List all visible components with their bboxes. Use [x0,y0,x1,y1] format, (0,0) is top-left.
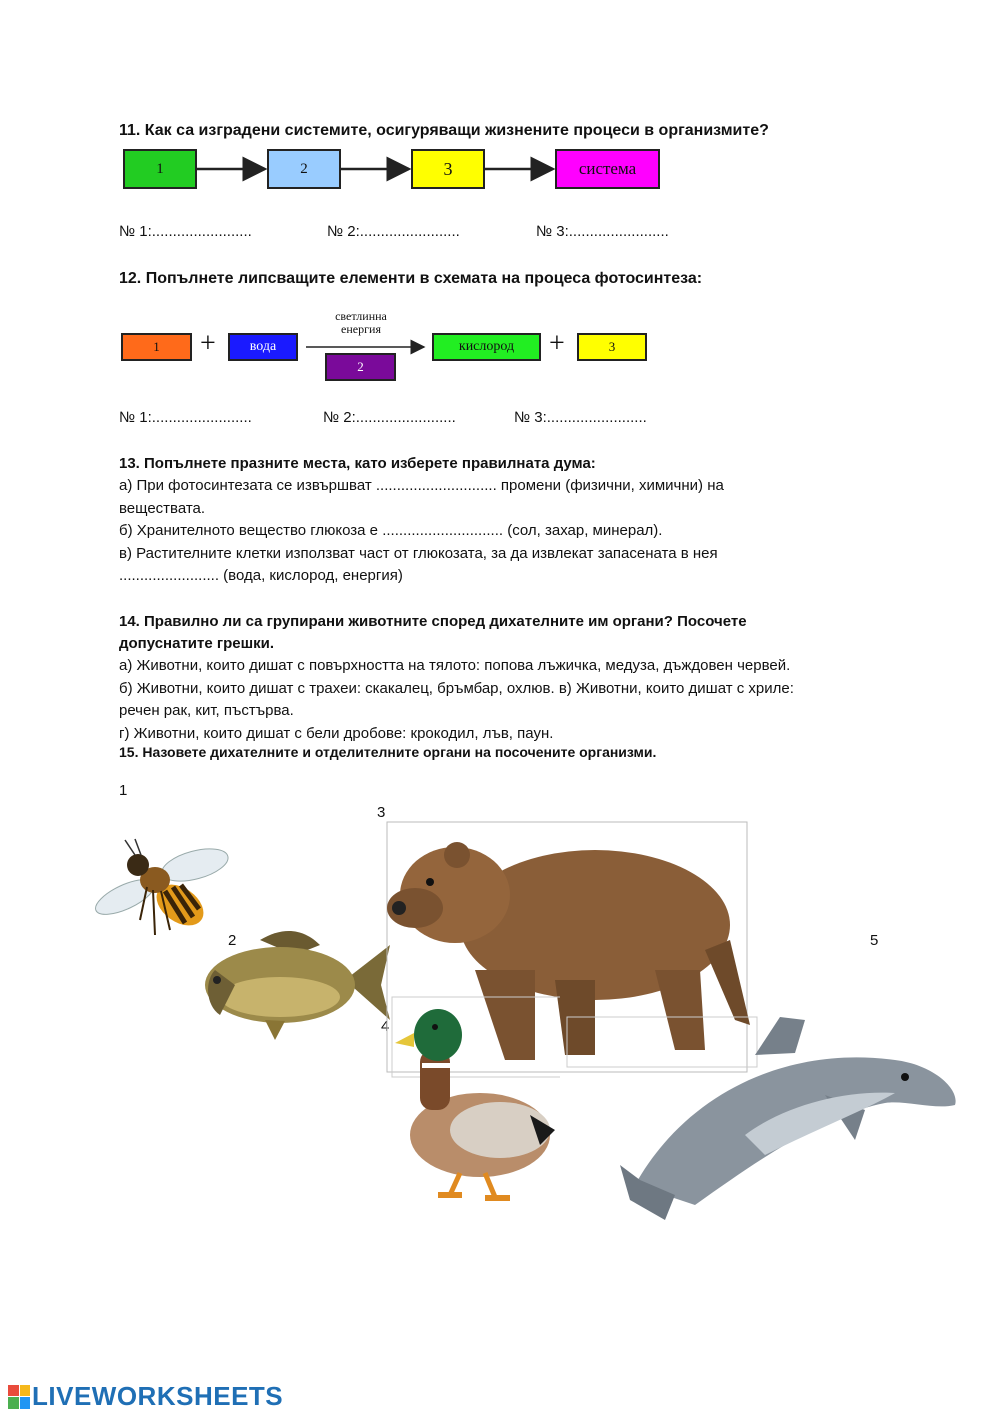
animal-label-4: 4 [381,1018,390,1035]
q11-box-2-label: 2 [300,160,308,177]
q12-box-1 [121,333,192,361]
q12-answer-1[interactable]: № 1:........................ [119,409,252,426]
animal-label-1: 1 [119,782,128,799]
footer-logo [8,1381,283,1412]
q11-answer-3[interactable]: № 3:........................ [536,223,669,240]
q11-box-1-label: 1 [156,160,164,177]
logo-icon [8,1385,30,1409]
q12-box-2 [325,353,396,381]
q12-plus-2: + [549,328,565,359]
q13-body [119,475,899,588]
duck-image [390,995,560,1205]
q12-arrow-label-line2: енергия [341,322,381,336]
q11-box-3-label: 3 [443,158,453,179]
q12-arrow-label [306,310,416,336]
animal-label-5: 5 [870,932,879,949]
q12-title: 12. Попълнете липсващите елементи в схемата на процеса фотосинтеза: [119,270,703,287]
dolphin-image [565,1015,965,1220]
q11-answer-1[interactable]: № 1:........................ [119,223,252,240]
q12-answer-2[interactable]: № 2:........................ [323,409,456,426]
q13-line-c: в) Растителните клетки използват част от глюкозата, за да извлекат запасената в нея [119,544,718,562]
q12-box-water-label: вода [249,339,277,354]
animal-label-3: 3 [377,804,386,821]
q12-box-oxygen-label: кислород [458,339,515,354]
q14-line-b: б) Животни, които дишат с трахеи: скакалец, бръмбар, охлюв. в) Животни, които дишат с хриле: [119,679,794,697]
fish-image [185,925,390,1045]
q15-title: 15. Назовете дихателните и отделителните органи на посочените организми. [119,744,657,760]
q14-title-line2: допуснатите грешки. [119,635,275,652]
q14-line-b2: речен рак, кит, пъстърва. [119,702,294,719]
q11-title: 11. Как са изградени системите, осигуряващи жизнените процеси в организмите? [119,122,769,139]
q12-box-3-label: 3 [608,339,616,354]
q12-box-water [228,333,298,361]
q13-line-a2: веществата. [119,499,206,517]
q12-box-oxygen [432,333,541,361]
logo-text: LIVEWORKSHEETS [32,1381,284,1411]
q14-line-a: а) Животни, които дишат с повърхността на тялото: попова лъжичка, медуза, дъждовен червей. [119,657,791,674]
q14-line-d: г) Животни, които дишат с бели дробове: крокодил, лъв, паун. [119,724,554,742]
q12-answer-3[interactable]: № 3:........................ [514,409,647,426]
q13-line-b: б) Хранителното вещество глюкоза е ............................. (сол, захар, минерал). [119,522,663,539]
q11-box-system-label: система [578,159,637,178]
animal-label-2: 2 [228,932,237,949]
q12-box-2-label: 2 [357,359,364,374]
q13-line-c2: ........................ (вода, кислород, енергия) [119,567,403,584]
q12-arrow-label-line1: светлинна [335,309,387,323]
q14-body [119,655,919,745]
q12-plus-1: + [200,328,216,359]
q11-answer-2[interactable]: № 2:........................ [327,223,460,240]
q13-title: 13. Попълнете празните места, като изберете правилната дума: [119,455,596,472]
q12-box-1-label: 1 [153,339,160,354]
q13-line-a: а) При фотосинтезата се извършват ............................. промени (физични, химични) на [119,477,724,494]
q12-box-3 [577,333,647,361]
q14-title-line1: 14. Правилно ли са групирани животните според дихателните им органи? Посочете [119,613,747,630]
q14-title [119,611,747,655]
